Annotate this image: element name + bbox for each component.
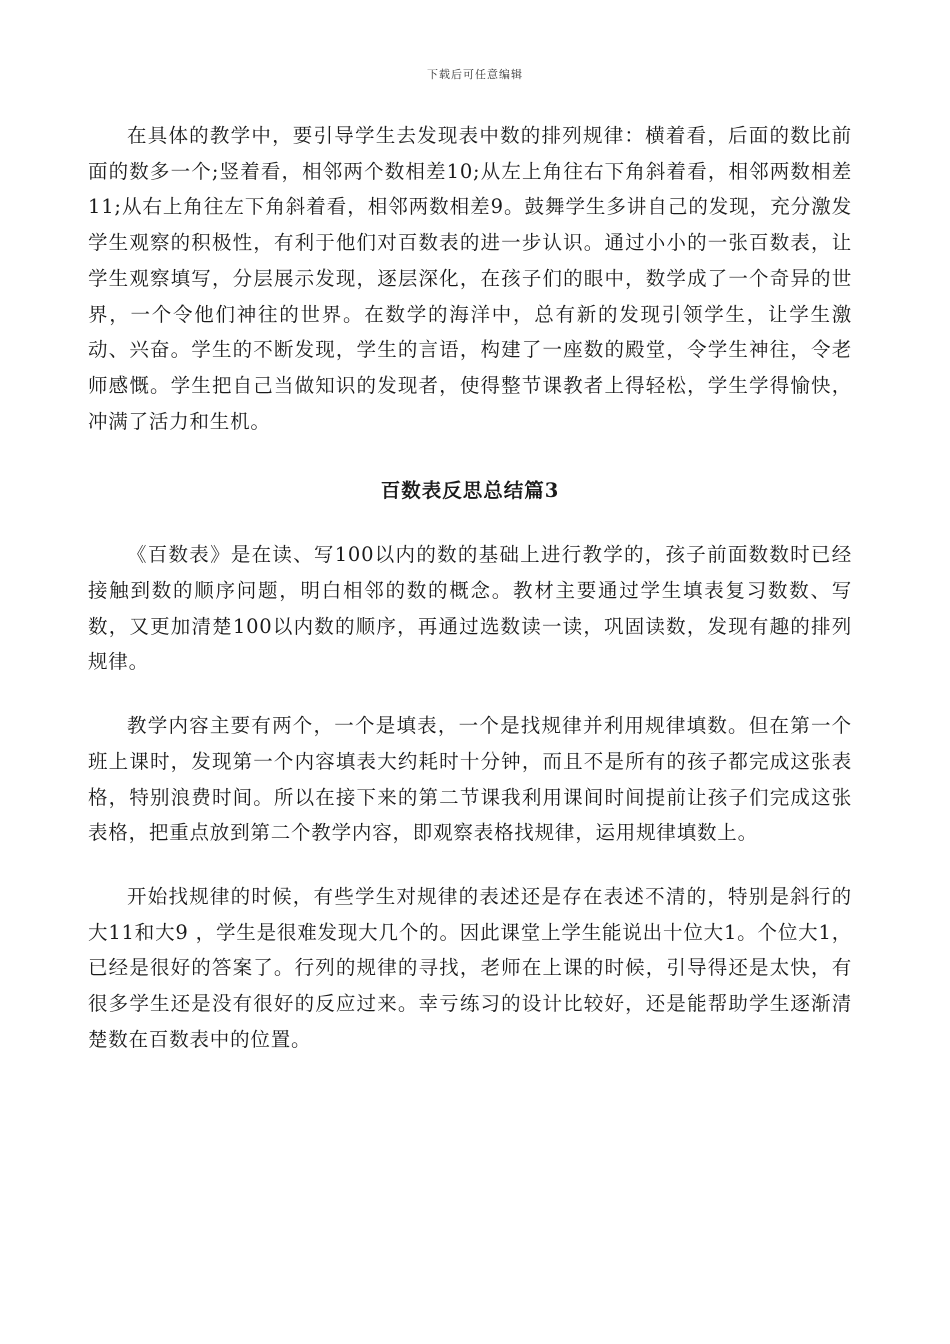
paragraph-discovery: 在具体的教学中，要引导学生去发现表中数的排列规律：横着看，后面的数比前面的数多一个;竖着看，相邻两个数相差10;从左上角往右下角斜着看，相邻两数相差11;从右上角往左下角斜着看，相邻两数相差9。鼓舞学生多讲自己的发现，充分激发学生观察的积极性，有利于他们对百数表的进一步认识。通过小小的一张百数表，让学生观察填写，分层展示发现，逐层深化，在孩子们的眼中，数学成了一个奇异的世界，一个令他们神往的世界。在数学的海洋中，总有新的发现引领学生，让学生激动、兴奋。学生的不断发现，学生的言语，构建了一座数的殿堂，令学生神往，令老师感慨。学生把自己当做知识的发现者，使得整节课教者上得轻松，学生学得愉快，冲满了活力和生机。 bbox=[88, 124, 852, 433]
section-title: 百数表反思总结篇3 bbox=[380, 479, 560, 503]
document-body bbox=[88, 118, 852, 1057]
spacer bbox=[88, 851, 852, 879]
paragraph-intro: 《百数表》是在读、写100以内的数的基础上进行教学的，孩子前面数数时已经接触到数的顺序问题，明白相邻的数的概念。教材主要通过学生填表复习数数、写数，又更加清楚100以内数的顺序，再通过选数读一读，巩固读数，发现有趣的排列规律。 bbox=[88, 543, 852, 674]
header-note: 下载后可任意编辑 bbox=[427, 68, 523, 81]
spacer bbox=[88, 509, 852, 537]
spacer bbox=[88, 680, 852, 708]
paragraph-patterns: 开始找规律的时候，有些学生对规律的表述还是存在表述不清的，特别是斜行的大11和大9 ，学生是很难发现大几个的。因此课堂上学生能说出十位大1。个位大1，已经是很好的答案了。行列的规律的寻找，老师在上课的时候，引导得还是太快，有很多学生还是没有很好的反应过来。幸亏练习的设计比较好，还是能帮助学生逐渐清楚数在百数表中的位置。 bbox=[88, 884, 852, 1051]
spacer bbox=[88, 439, 852, 473]
paragraph-content: 教学内容主要有两个，一个是填表，一个是找规律并利用规律填数。但在第一个班上课时，发现第一个内容填表大约耗时十分钟，而且不是所有的孩子都完成这张表格，特别浪费时间。所以在接下来的第二节课我利用课间时间提前让孩子们完成这张表格，把重点放到第二个教学内容，即观察表格找规律，运用规律填数上。 bbox=[88, 714, 852, 845]
